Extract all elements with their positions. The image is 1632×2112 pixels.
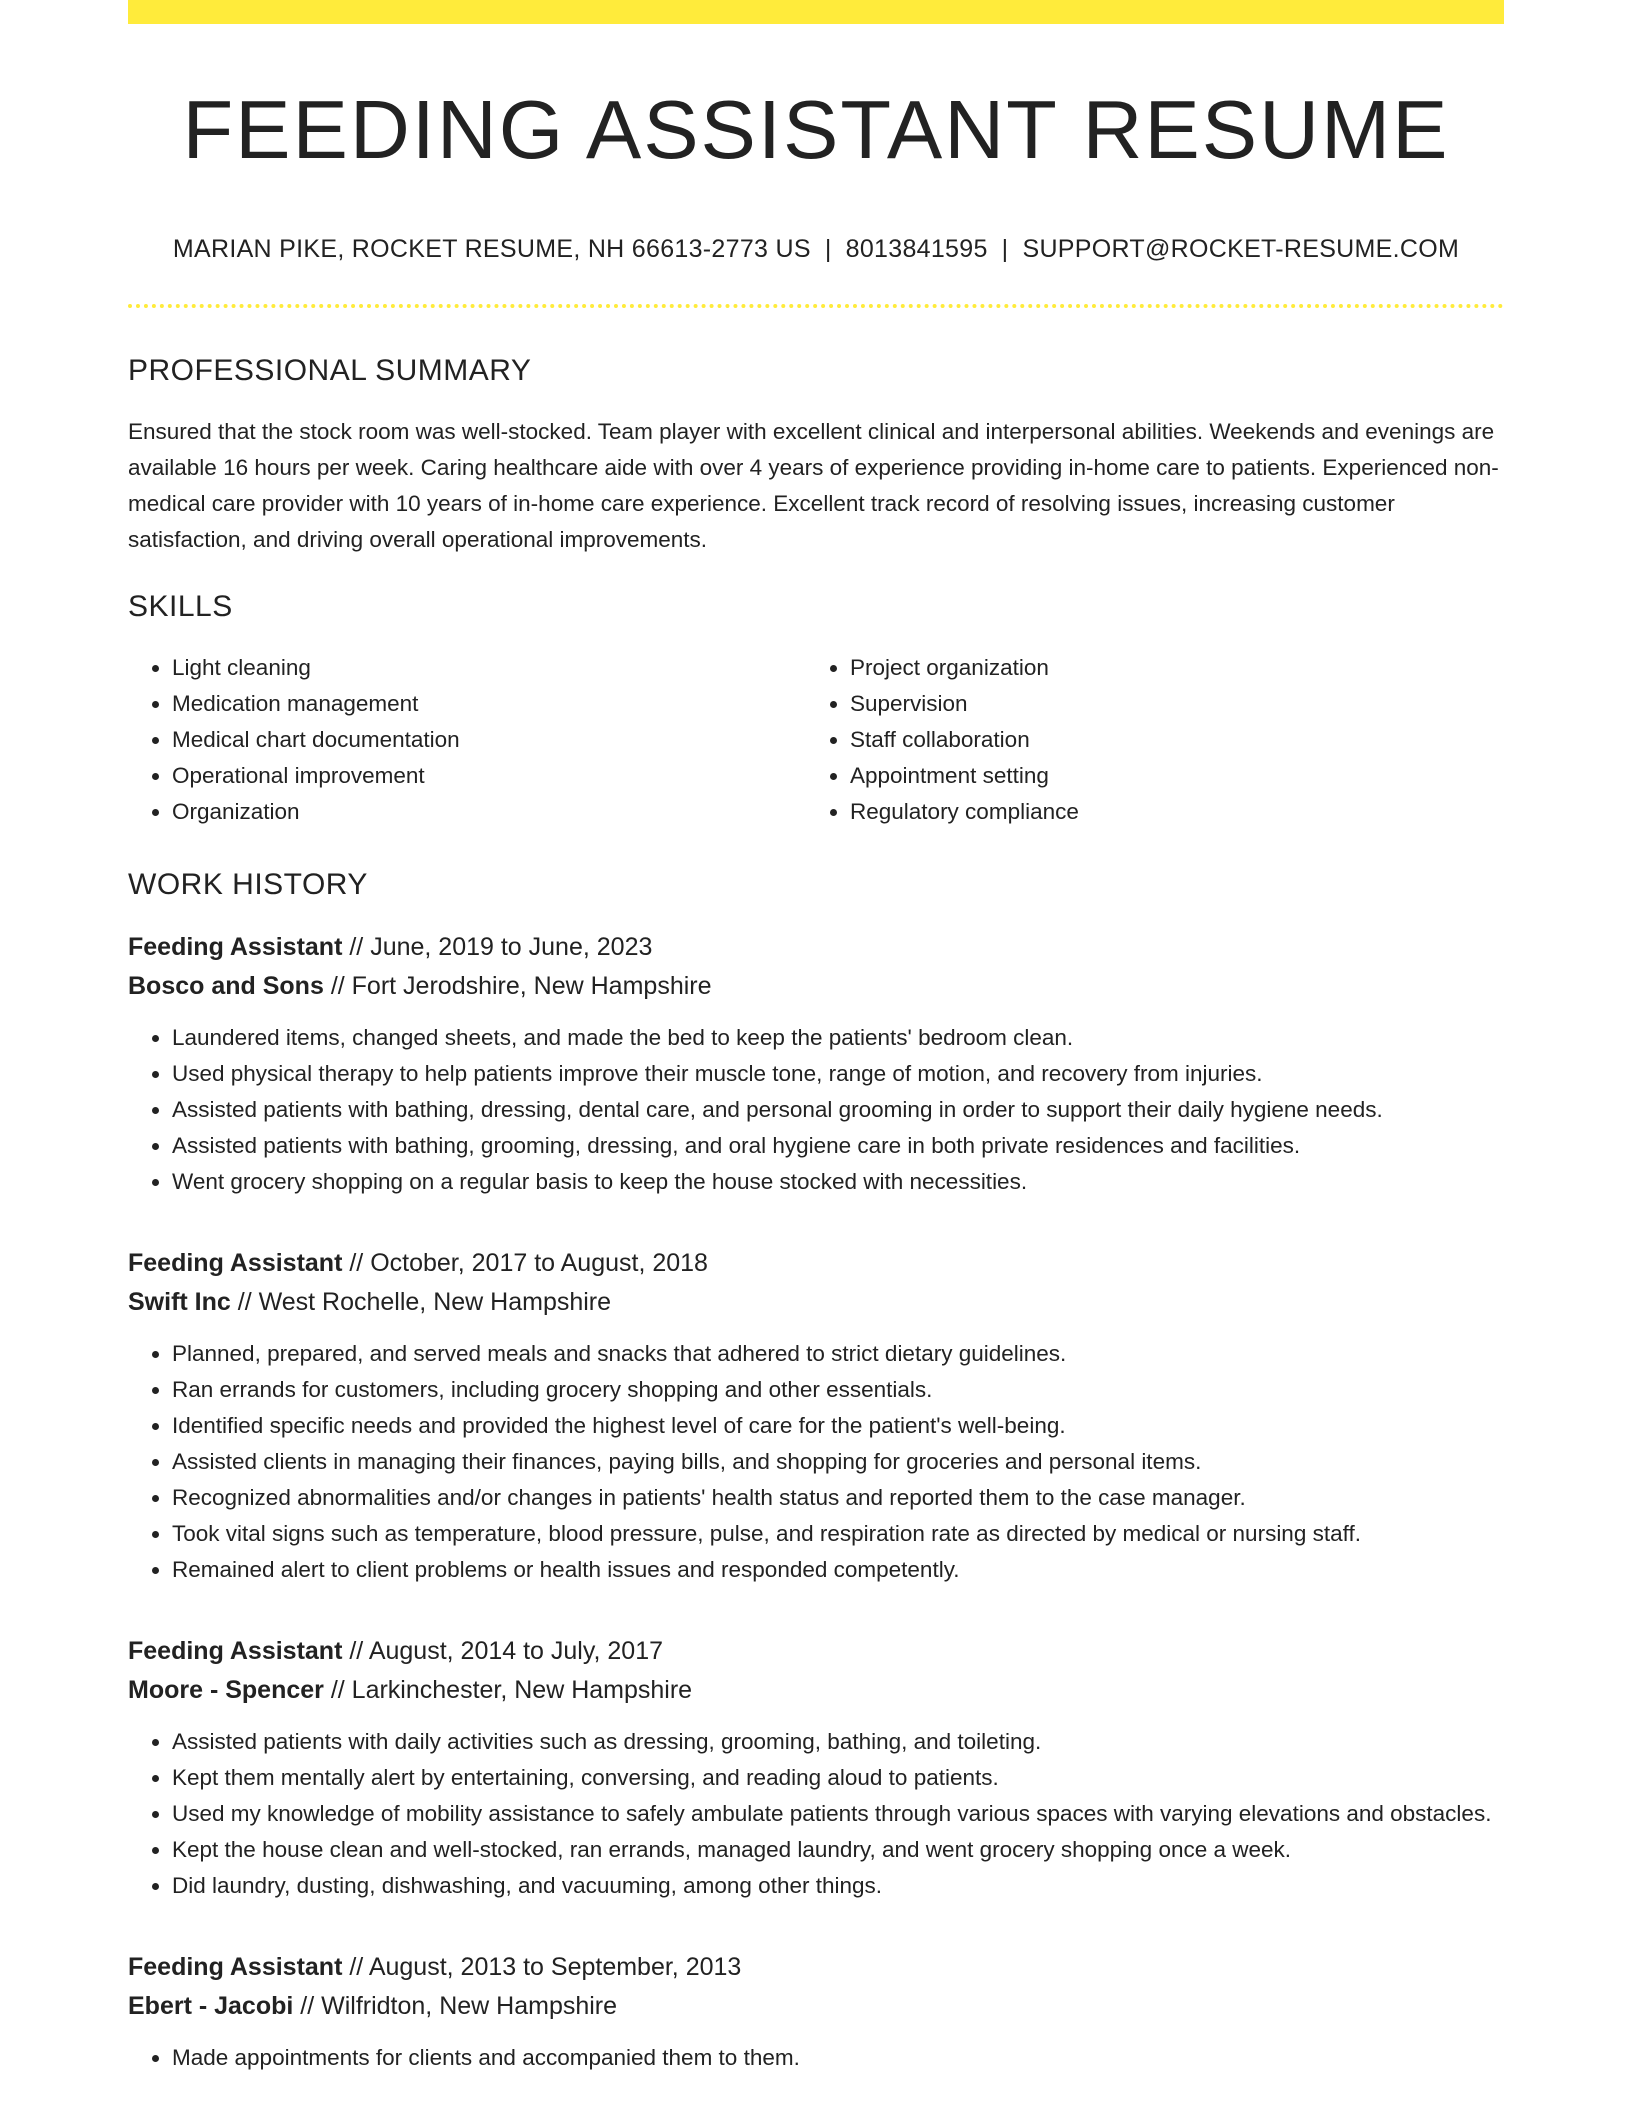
job-dates: // August, 2013 to September, 2013 <box>349 1953 742 1982</box>
job-dates: // August, 2014 to July, 2017 <box>349 1637 664 1666</box>
job-company: Ebert - Jacobi <box>128 1992 294 2021</box>
skills-column-left <box>128 650 806 830</box>
skill-item: • Appointment setting <box>850 758 1484 794</box>
job-bullet: • Identified specific needs and provided the highest level of care for the patient's well-being. <box>172 1408 1504 1444</box>
job-bullet: • Recognized abnormalities and/or changes in patients' health status and reported them to the case manager. <box>172 1480 1504 1516</box>
skills-list <box>128 650 1504 830</box>
job-bullet: • Took vital signs such as temperature, blood pressure, pulse, and respiration rate as directed by medical or nursing staff. <box>172 1516 1504 1552</box>
job-entry <box>128 928 1504 1200</box>
job-bullet: • Kept them mentally alert by entertaining, conversing, and reading aloud to patients. <box>172 1760 1504 1796</box>
job-dates: // October, 2017 to August, 2018 <box>349 1249 708 1278</box>
job-company: Moore - Spencer <box>128 1676 324 1705</box>
job-bullet: • Ran errands for customers, including grocery shopping and other essentials. <box>172 1372 1504 1408</box>
contact-separator: | <box>824 235 832 264</box>
job-location: // Wilfridton, New Hampshire <box>300 1992 618 2021</box>
job-bullets <box>128 1336 1504 1588</box>
job-bullet: • Laundered items, changed sheets, and made the bed to keep the patients' bedroom clean. <box>172 1020 1504 1056</box>
job-company-line <box>128 967 1504 1006</box>
job-entry <box>128 1632 1504 1904</box>
job-title-line <box>128 1632 1504 1671</box>
job-location: // Larkinchester, New Hampshire <box>330 1676 693 1705</box>
skill-item: • Project organization <box>850 650 1484 686</box>
skill-item: • Medical chart documentation <box>172 722 806 758</box>
job-bullet: • Went grocery shopping on a regular basis to keep the house stocked with necessities. <box>172 1164 1504 1200</box>
skill-item: • Operational improvement <box>172 758 806 794</box>
job-company-line <box>128 1671 1504 1710</box>
job-bullet: • Used my knowledge of mobility assistance to safely ambulate patients through various spaces with varying elevations and obstacles. <box>172 1796 1504 1832</box>
job-entry <box>128 1948 1504 2076</box>
job-bullets <box>128 1020 1504 1200</box>
summary-text: Ensured that the stock room was well-stocked. Team player with excellent clinical and interpersonal abilities. Weekends and evenings are available 16 hours per week. Caring healthcare aide with over 4 years of experience providing in-home care to patients. Experienced non-medical care provider with 10 years of in-home care experience. Excellent track record of resolving issues, increasing customer satisfaction, and driving overall operational improvements. <box>128 419 1499 553</box>
job-bullet: • Assisted patients with daily activities such as dressing, grooming, bathing, and toileting. <box>172 1724 1504 1760</box>
job-bullet: • Did laundry, dusting, dishwashing, and vacuuming, among other things. <box>172 1868 1504 1904</box>
work-history-heading: WORK HISTORY <box>128 868 368 902</box>
dotted-divider <box>128 304 1504 308</box>
job-title: Feeding Assistant <box>128 933 343 962</box>
job-entry <box>128 1244 1504 1588</box>
job-company-line <box>128 1987 1504 2026</box>
contact-address: MARIAN PIKE, ROCKET RESUME, NH 66613-2773 US <box>172 235 811 264</box>
job-bullets <box>128 2040 1504 2076</box>
contact-separator: | <box>1001 235 1009 264</box>
skill-item: • Supervision <box>850 686 1484 722</box>
job-title-line <box>128 928 1504 967</box>
job-title-line <box>128 1948 1504 1987</box>
top-accent-bar <box>128 0 1504 24</box>
job-location: // West Rochelle, New Hampshire <box>237 1288 612 1317</box>
job-location: // Fort Jerodshire, New Hampshire <box>330 972 712 1001</box>
job-bullets <box>128 1724 1504 1904</box>
job-bullet: • Assisted patients with bathing, grooming, dressing, and oral hygiene care in both private residences and facilities. <box>172 1128 1504 1164</box>
job-bullet: • Assisted patients with bathing, dressing, dental care, and personal grooming in order to support their daily hygiene needs. <box>172 1092 1504 1128</box>
job-bullet: • Remained alert to client problems or health issues and responded competently. <box>172 1552 1504 1588</box>
skills-heading: SKILLS <box>128 590 233 624</box>
job-title: Feeding Assistant <box>128 1637 343 1666</box>
contact-line <box>128 235 1504 264</box>
job-bullet: • Assisted clients in managing their finances, paying bills, and shopping for groceries and personal items. <box>172 1444 1504 1480</box>
job-bullet: • Used physical therapy to help patients improve their muscle tone, range of motion, and recovery from injuries. <box>172 1056 1504 1092</box>
skill-item: • Light cleaning <box>172 650 806 686</box>
job-title-line <box>128 1244 1504 1283</box>
job-company: Swift Inc <box>128 1288 231 1317</box>
skill-item: • Organization <box>172 794 806 830</box>
job-title: Feeding Assistant <box>128 1249 343 1278</box>
resume-title: FEEDING ASSISTANT RESUME <box>182 83 1450 176</box>
job-bullet: • Planned, prepared, and served meals and snacks that adhered to strict dietary guidelines. <box>172 1336 1504 1372</box>
skill-item: • Staff collaboration <box>850 722 1484 758</box>
job-bullet: • Kept the house clean and well-stocked, ran errands, managed laundry, and went grocery shopping once a week. <box>172 1832 1504 1868</box>
job-dates: // June, 2019 to June, 2023 <box>349 933 653 962</box>
job-company: Bosco and Sons <box>128 972 324 1001</box>
job-company-line <box>128 1283 1504 1322</box>
skill-item: • Medication management <box>172 686 806 722</box>
job-title: Feeding Assistant <box>128 1953 343 1982</box>
summary-heading: PROFESSIONAL SUMMARY <box>128 354 532 388</box>
job-bullet: • Made appointments for clients and accompanied them to them. <box>172 2040 1504 2076</box>
resume-page <box>128 0 1504 2076</box>
contact-email: SUPPORT@ROCKET-RESUME.COM <box>1022 235 1460 264</box>
contact-phone: 8013841595 <box>845 235 988 264</box>
skill-item: • Regulatory compliance <box>850 794 1484 830</box>
skills-column-right <box>806 650 1484 830</box>
